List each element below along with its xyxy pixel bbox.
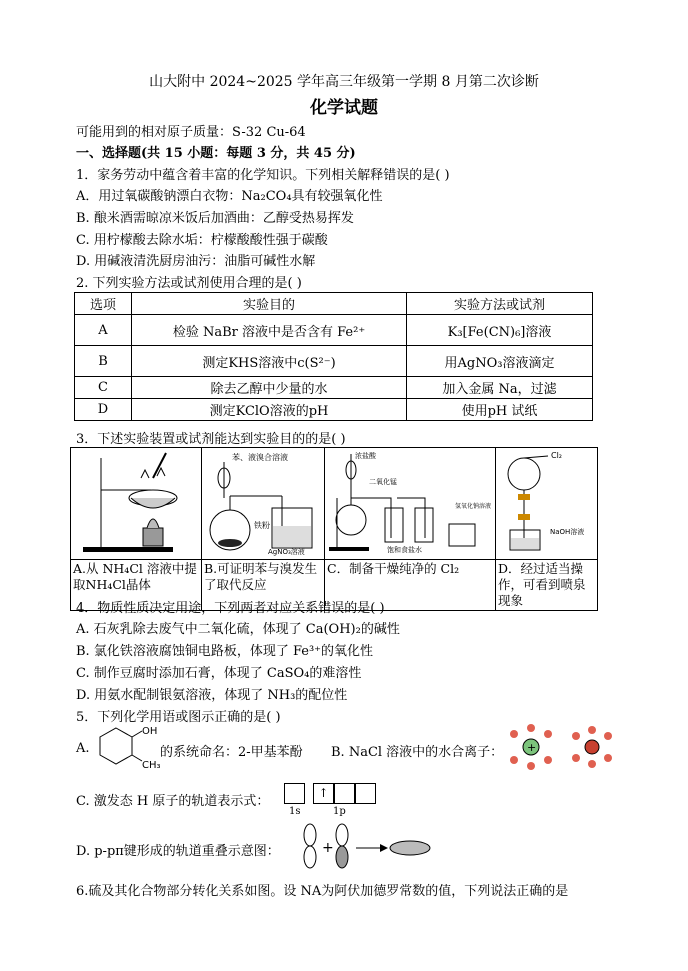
ch3-group-label: CH₃: [142, 760, 161, 768]
apparatus-c-cell: [325, 448, 496, 560]
d-gas-label: Cl₂: [551, 451, 563, 460]
q6-stem: 6.硫及其化合物部分转化关系如图。设 NA为阿伏加德罗常数的值，下列说法正确的是: [76, 884, 569, 899]
q2-cell: 加入金属 Na，过滤: [407, 377, 593, 399]
orbital-overlap-image: [296, 822, 436, 870]
orbital-1p-box: [334, 783, 355, 804]
school-line: 山大附中 2024~2025 学年高三年级第一学期 8 月第二次诊断: [149, 74, 539, 90]
hydrated-ions-image: [506, 724, 616, 770]
orbital-1p-box: ↑: [313, 783, 334, 804]
svg-text:+: +: [527, 741, 537, 754]
section-heading: 一、选择题(共 15 小题：每题 3 分，共 45 分): [76, 146, 356, 161]
q3-caption-c: C．制备干燥纯净的 Cl₂: [325, 560, 496, 611]
q1-option-b: B. 酿米酒需晾凉米饭后加酒曲：乙醇受热易挥发: [76, 211, 354, 226]
q1-option-c: C. 用柠檬酸去除水垢：柠檬酸酸性强于碳酸: [76, 233, 328, 248]
q2-table: [74, 292, 593, 421]
q2-header-method: 实验方法或试剂: [407, 293, 593, 315]
q2-cell: K₃[Fe(CN)₆]溶液: [407, 315, 593, 346]
apparatus-a-cell: [71, 448, 202, 560]
q2-cell: 测定KHS溶液中c(S²⁻): [132, 346, 407, 377]
q2-cell: C: [75, 377, 132, 399]
oh-group-label: OH: [142, 726, 158, 737]
q4-option-d: D. 用氨水配制银氨溶液，体现了 NH₃的配位性: [76, 688, 348, 703]
evaporation-apparatus-image: [71, 448, 201, 556]
q5-option-b-text: B. NaCl 溶液中的水合离子：: [331, 745, 504, 760]
q2-header-purpose: 实验目的: [132, 293, 407, 315]
q2-stem: 2. 下列实验方法或试剂使用合理的是( ): [76, 276, 302, 291]
orbital-1s-label: 1s: [289, 806, 301, 817]
q2-cell: B: [75, 346, 132, 377]
q3-caption-a: A.从 NH₄Cl 溶液中提取NH₄Cl晶体: [71, 560, 202, 611]
q1-option-a: A．用过氧碳酸钠漂白衣物：Na₂CO₄具有较强氧化性: [76, 189, 383, 204]
c-naoh-label: 氢氧化钠溶液: [455, 503, 492, 510]
q1-stem: 1．家务劳动中蕴含着丰富的化学知识。下列相关解释错误的是( ): [76, 168, 450, 183]
svg-text:+: +: [322, 840, 334, 856]
q2-cell: 使用pH 试纸: [407, 399, 593, 421]
q4-option-b: B. 氯化铁溶液腐蚀铜电路板，体现了 Fe³⁺的氧化性: [76, 644, 374, 659]
q5-option-d-text: D. p-pπ键形成的轨道重叠示意图：: [76, 844, 280, 859]
q5-stem: 5．下列化学用语或图示正确的是( ): [76, 710, 281, 725]
q2-cell: 检验 NaBr 溶液中是否含有 Fe²⁺: [132, 315, 407, 346]
q5-option-c-text: C. 激发态 H 原子的轨道表示式：: [76, 794, 270, 809]
b-iron-label: 铁粉: [254, 521, 270, 530]
apparatus-d-cell: [496, 448, 598, 560]
q4-stem: 4．物质性质决定用途，下列两者对应关系错误的是( ): [76, 601, 385, 616]
subject-title: 化学试题: [310, 98, 378, 118]
q3-table: [70, 447, 598, 611]
orbital-1p-box: [355, 783, 376, 804]
orbital-1p-label: 1p: [333, 806, 346, 817]
b-beaker-label: AgNO₃溶液: [268, 548, 305, 556]
orbital-1s-box: [284, 783, 305, 804]
chlorine-prep-apparatus-image: [325, 448, 495, 556]
apparatus-b-cell: [202, 448, 325, 560]
bromination-apparatus-image: [202, 448, 324, 556]
q1-option-d: D. 用碱液清洗厨房油污：油脂可碱性水解: [76, 254, 316, 269]
orbital-diagram: [284, 783, 376, 804]
q2-cell: A: [75, 315, 132, 346]
c-acid-label: 浓盐酸: [355, 452, 376, 460]
q2-header-option: 选项: [75, 293, 132, 315]
q4-option-a: A. 石灰乳除去废气中二氧化硫，体现了 Ca(OH)₂的碱性: [76, 622, 400, 637]
b-top-label: 苯、液溴合溶液: [232, 453, 288, 462]
q2-cell: 测定KClO溶液的pH: [132, 399, 407, 421]
q2-cell: D: [75, 399, 132, 421]
d-naoh-label: NaOH溶液: [550, 528, 585, 536]
q2-cell: 除去乙醇中少量的水: [132, 377, 407, 399]
q5-option-a-label: A.: [76, 741, 90, 756]
q3-caption-d: D．经过适当操作，可看到喷泉现象: [496, 560, 598, 611]
q2-cell: 用AgNO₃溶液滴定: [407, 346, 593, 377]
c-nacl-label: 饱和食盐水: [387, 546, 422, 554]
methylphenol-structure: [94, 724, 164, 768]
fountain-apparatus-image: [496, 448, 596, 556]
q3-caption-b: B.可证明苯与溴发生了取代反应: [202, 560, 325, 611]
q5-option-a-text: 的系统命名：2-甲基苯酚: [160, 745, 303, 760]
q4-option-c: C. 制作豆腐时添加石膏，体现了 CaSO₄的难溶性: [76, 666, 362, 681]
c-mno2-label: 二氧化锰: [369, 478, 397, 486]
atomic-masses: 可能用到的相对原子质量：S-32 Cu-64: [76, 125, 306, 140]
q3-stem: 3．下述实验装置或试剂能达到实验目的的是( ): [76, 432, 346, 447]
